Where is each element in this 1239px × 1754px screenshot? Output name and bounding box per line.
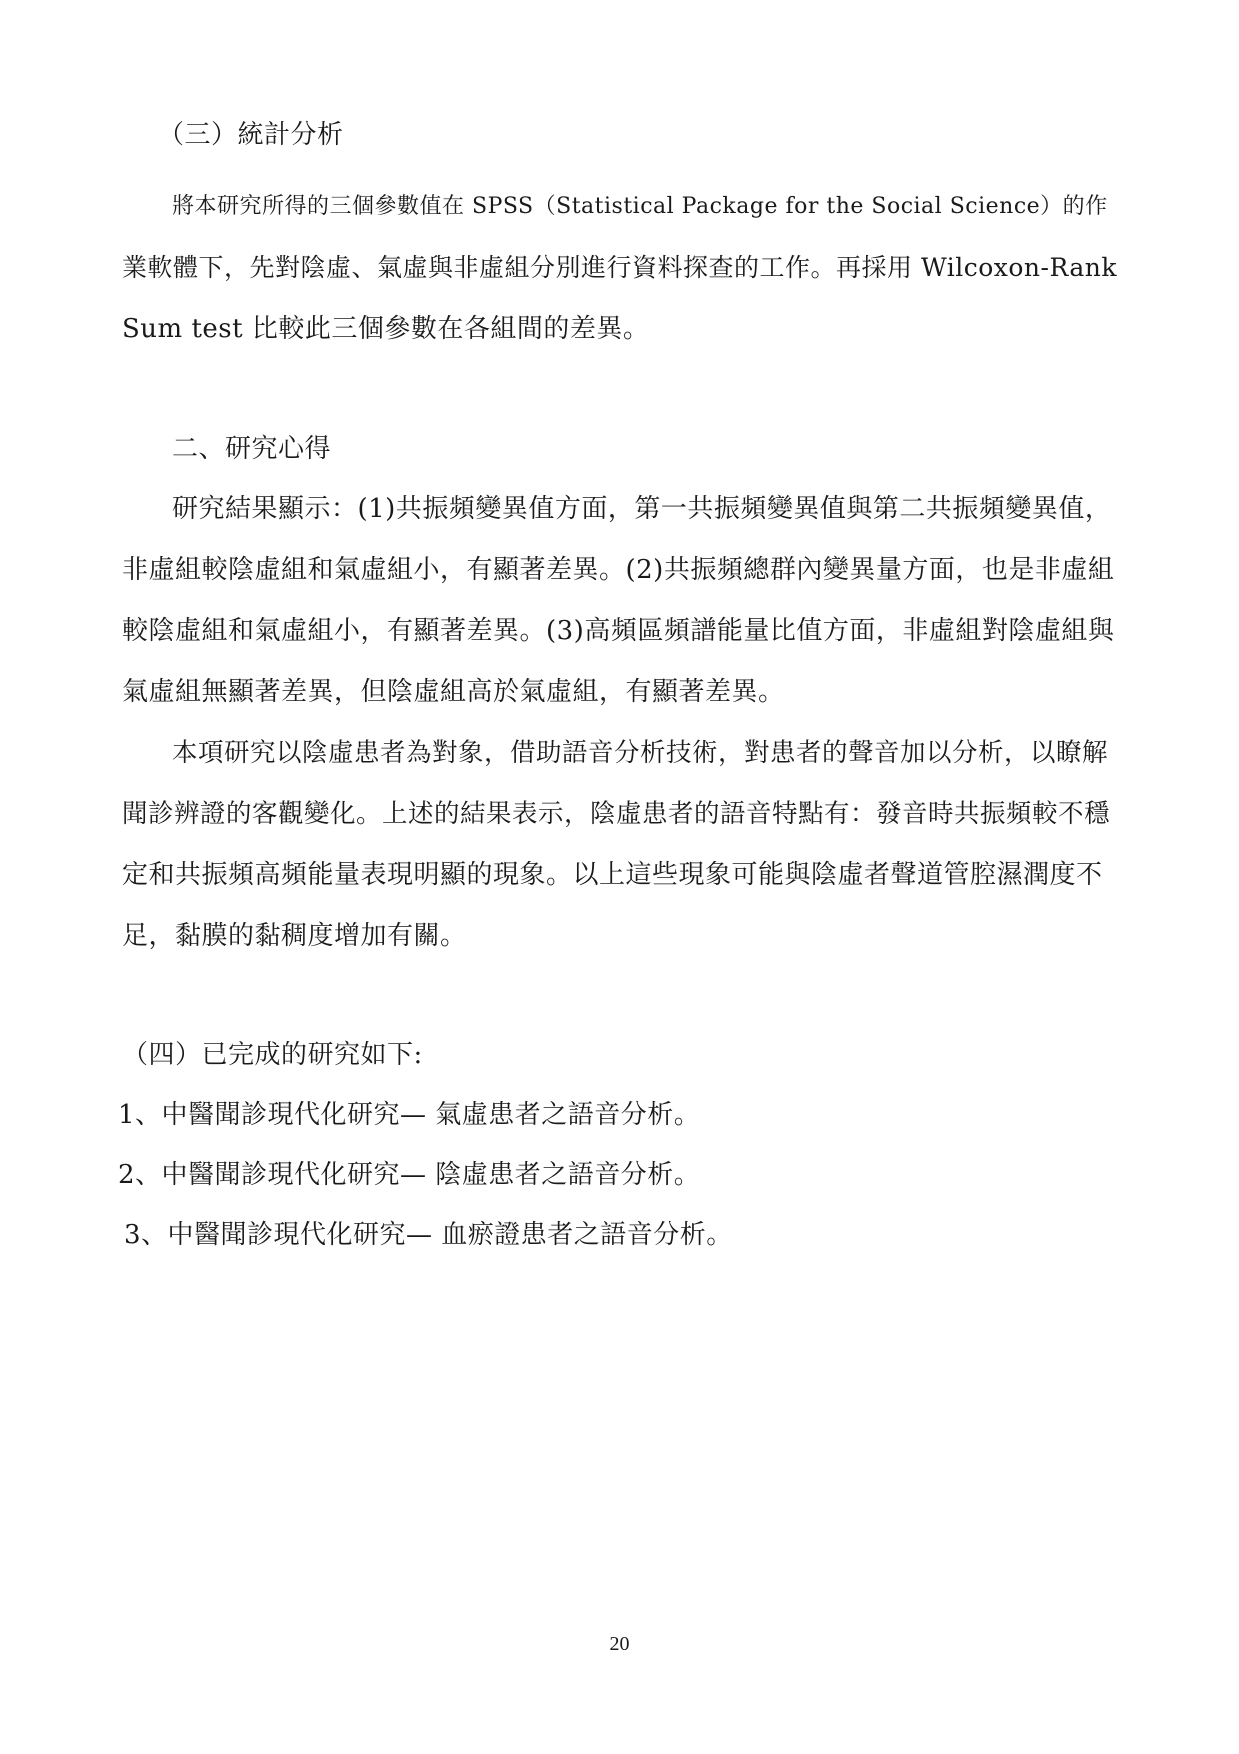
findings-p1-line-3: 較陰虛組和氣虛組小，有顯著差異。(3)高頻區頻譜能量比值方面，非虛組對陰虛組與 — [122, 616, 1115, 646]
stats-line-1: 將本研究所得的三個參數值在 SPSS（Statistical Package for the Social Science）的作 — [172, 194, 1108, 219]
stats-line-2: 業軟體下，先對陰虛、氣虛與非虛組分別進行資料探查的工作。再採用 Wilcoxon-Rank — [122, 253, 1118, 282]
completed-item-2: 2、中醫聞診現代化研究— 陰虛患者之語音分析。 — [118, 1160, 701, 1190]
completed-item-1: 1、中醫聞診現代化研究— 氣虛患者之語音分析。 — [118, 1100, 701, 1130]
findings-p2-line-3: 定和共振頻高頻能量表現明顯的現象。以上這些現象可能與陰虛者聲道管腔濕潤度不 — [122, 860, 1103, 890]
findings-p2-line-4: 足，黏膜的黏稠度增加有關。 — [122, 921, 467, 951]
findings-p2-line-1: 本項研究以陰虛患者為對象，借助語音分析技術，對患者的聲音加以分析，以瞭解 — [172, 738, 1109, 768]
findings-p1-line-4: 氣虛組無顯著差異，但陰虛組高於氣虛組，有顯著差異。 — [122, 677, 785, 707]
section-completed-heading: （四）已完成的研究如下: — [122, 1040, 423, 1070]
stats-line-3: Sum test 比較此三個參數在各組間的差異。 — [122, 314, 650, 344]
findings-p1-line-1: 研究結果顯示：(1)共振頻變異值方面，第一共振頻變異值與第二共振頻變異值， — [172, 494, 1112, 524]
completed-item-3: 3、中醫聞診現代化研究— 血瘀證患者之語音分析。 — [124, 1220, 733, 1250]
section-stats-heading: （三）統計分析 — [158, 120, 344, 150]
findings-p1-line-2: 非虛組較陰虛組和氣虛組小，有顯著差異。(2)共振頻總群內變異量方面，也是非虛組 — [122, 555, 1115, 585]
findings-p2-line-2: 聞診辨證的客觀變化。上述的結果表示，陰虛患者的語音特點有：發音時共振頻較不穩 — [122, 799, 1111, 829]
section-findings-heading: 二、研究心得 — [172, 434, 332, 464]
page-number: 20 — [609, 1633, 630, 1655]
